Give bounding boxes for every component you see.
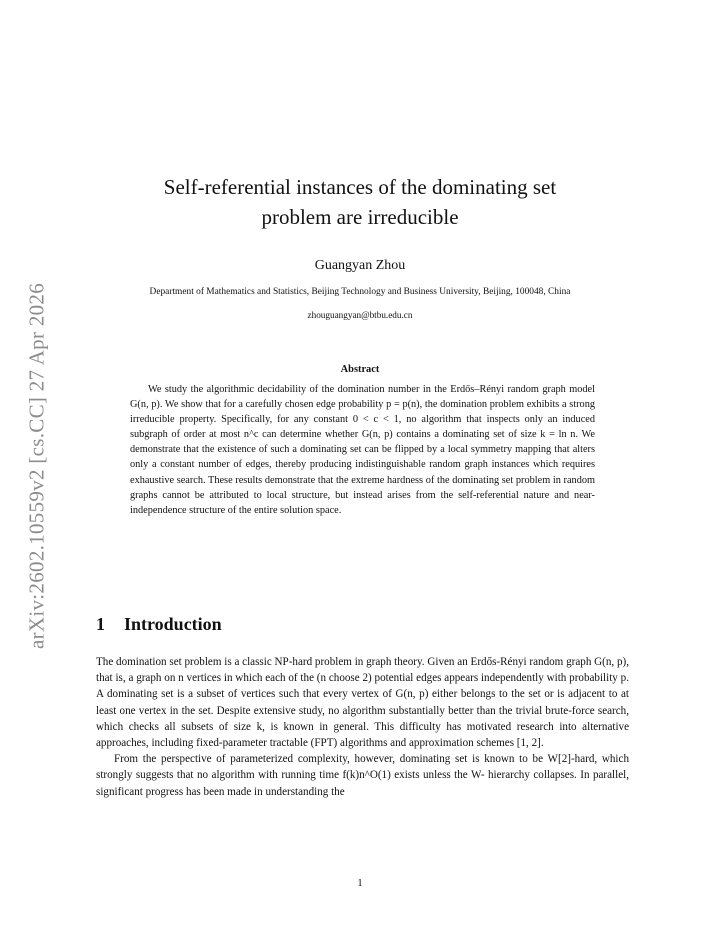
paragraph-1: The domination set problem is a classic NP-hard problem in graph theory. Given an Erdős-Rényi random graph G(n, p), that is, a graph on n vertices in which each of the (n choose 2) potential edges appears independently with probability p. A dominating set is a subset of vertices such that every vertex of G(n, p) either belongs to the set or is adjacent to at least one vertex in the set. Despite extensive study, no algorithm substantially better than the trivial brute-force search, which checks all subsets of size k, is known in general. This difficulty has motivated research into alternative approaches, including fixed-parameter tractable (FPT) algorithms and approximation schemes [1, 2]. bbox=[96, 656, 629, 750]
section-heading bbox=[96, 614, 222, 635]
author-affiliation: Department of Mathematics and Statistics, Beijing Technology and Business University, Beijing, 100048, China bbox=[149, 287, 571, 297]
abstract-heading: Abstract bbox=[340, 364, 380, 375]
paper-title bbox=[110, 172, 610, 232]
arxiv-identifier-text: arXiv:2602.10559v2 [cs.CC] 27 Apr 2026 bbox=[24, 282, 49, 650]
section-number: 1 bbox=[96, 614, 105, 634]
section-body bbox=[96, 654, 629, 800]
page-number: 1 bbox=[357, 877, 363, 889]
paragraph-2: From the perspective of parameterized complexity, however, dominating set is known to be W[2]-hard, which strongly suggests that no algorithm with running time f(k)n^O(1) exists unless the W- hierarchy collapses. In parallel, significant progress has been made in understanding the bbox=[96, 753, 629, 798]
author-name: Guangyan Zhou bbox=[314, 258, 406, 273]
author-email: zhouguangyan@btbu.edu.cn bbox=[307, 310, 413, 320]
title-line-2: problem are irreducible bbox=[261, 205, 459, 229]
section-title: Introduction bbox=[124, 614, 222, 634]
abstract-text: We study the algorithmic decidability of the domination number in the Erdős–Rényi random graph model G(n, p). We show that for a carefully chosen edge probability p = p(n), the domination problem exhibits a strong irreducible property. Specifically, for any constant 0 < c < 1, no algorithm that inspects only an induced subgraph of order at most n^c can determine whether G(n, p) contains a dominating set of size k = ln n. We demonstrate that the existence of such a dominating set can be flipped by a local symmetry mapping that alters only a constant number of edges, thereby producing indistinguishable random graph instances which requires exhaustive search. These results demonstrate that the extreme hardness of the dominating set problem in random graphs cannot be attributed to local structure, but instead arises from the self-referential nature and near-independence structure of the entire solution space. bbox=[130, 384, 595, 516]
title-line-1: Self-referential instances of the dominating set bbox=[163, 175, 557, 199]
arxiv-identifier bbox=[20, 260, 54, 672]
